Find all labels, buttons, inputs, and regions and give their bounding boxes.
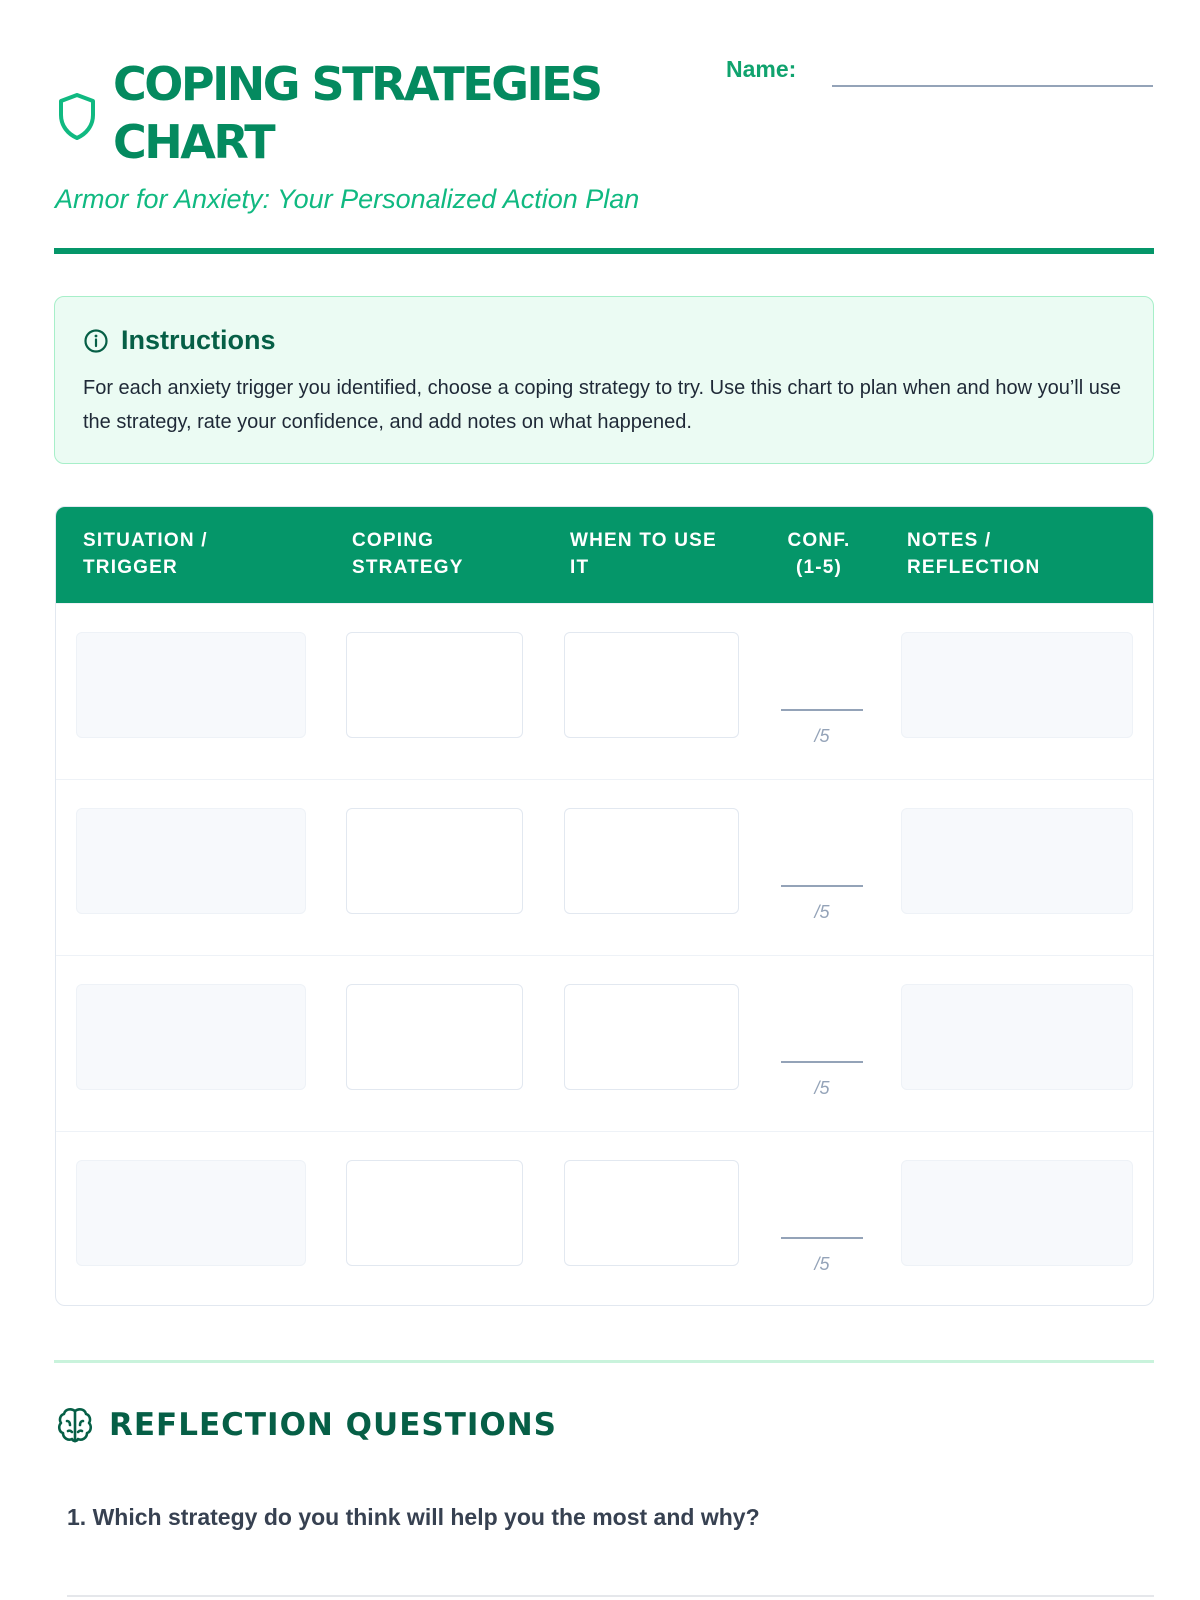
table-row	[56, 1131, 1153, 1306]
notes-input[interactable]	[901, 632, 1133, 738]
table-row	[56, 955, 1153, 1131]
instructions-title: Instructions	[121, 325, 276, 355]
situation-input[interactable]	[76, 984, 306, 1090]
when-input[interactable]	[564, 808, 739, 914]
coping-strategies-table	[55, 506, 1154, 1306]
column-header-confidence: CONF. (1-5)	[787, 530, 851, 578]
table-row	[56, 779, 1153, 955]
instructions-panel	[54, 296, 1154, 464]
confidence-suffix: /5	[814, 902, 830, 922]
name-field[interactable]	[832, 85, 1153, 87]
section-divider	[54, 1360, 1154, 1363]
page-title	[113, 55, 601, 171]
when-input[interactable]	[564, 1160, 739, 1266]
strategy-input[interactable]	[346, 984, 523, 1090]
situation-input[interactable]	[76, 1160, 306, 1266]
column-header-strategy: COPING STRATEGY	[352, 530, 464, 578]
situation-input[interactable]	[76, 808, 306, 914]
reflection-title: REFLECTION QUESTIONS	[109, 1407, 558, 1443]
when-input[interactable]	[564, 984, 739, 1090]
column-header-when: WHEN TO USE IT	[570, 530, 717, 578]
strategy-input[interactable]	[346, 632, 523, 738]
table-row	[56, 603, 1153, 779]
reflection-heading	[55, 1405, 557, 1445]
confidence-input[interactable]	[781, 1061, 863, 1063]
instructions-heading	[83, 325, 276, 356]
title-line-1: COPING STRATEGIES	[113, 57, 601, 111]
when-input[interactable]	[564, 632, 739, 738]
confidence-input[interactable]	[781, 1237, 863, 1239]
brain-icon	[55, 1405, 95, 1445]
situation-input[interactable]	[76, 632, 306, 738]
column-header-notes: NOTES / REFLECTION	[907, 530, 1041, 578]
strategy-input[interactable]	[346, 808, 523, 914]
instructions-text: For each anxiety trigger you identified, choose a coping strategy to try. Use this chart to plan when and how you’ll use the strategy, rate your confidence, and add notes on what happened.	[83, 377, 1121, 433]
answer-line[interactable]	[67, 1595, 1154, 1597]
info-icon	[83, 328, 109, 354]
notes-input[interactable]	[901, 984, 1133, 1090]
column-header-situation: SITUATION / TRIGGER	[83, 530, 208, 578]
notes-input[interactable]	[901, 808, 1133, 914]
name-label: Name:	[726, 56, 797, 82]
confidence-input[interactable]	[781, 885, 863, 887]
reflection-question: 1. Which strategy do you think will help you the most and why?	[67, 1504, 760, 1530]
confidence-suffix: /5	[814, 726, 830, 746]
header-divider	[54, 248, 1154, 254]
shield-icon	[55, 89, 99, 143]
strategy-input[interactable]	[346, 1160, 523, 1266]
title-line-2: CHART	[113, 115, 274, 169]
confidence-suffix: /5	[814, 1254, 830, 1274]
confidence-suffix: /5	[814, 1078, 830, 1098]
confidence-input[interactable]	[781, 709, 863, 711]
title-block	[55, 55, 601, 171]
table-header	[56, 507, 1153, 603]
page-subtitle: Armor for Anxiety: Your Personalized Action Plan	[55, 184, 640, 214]
notes-input[interactable]	[901, 1160, 1133, 1266]
